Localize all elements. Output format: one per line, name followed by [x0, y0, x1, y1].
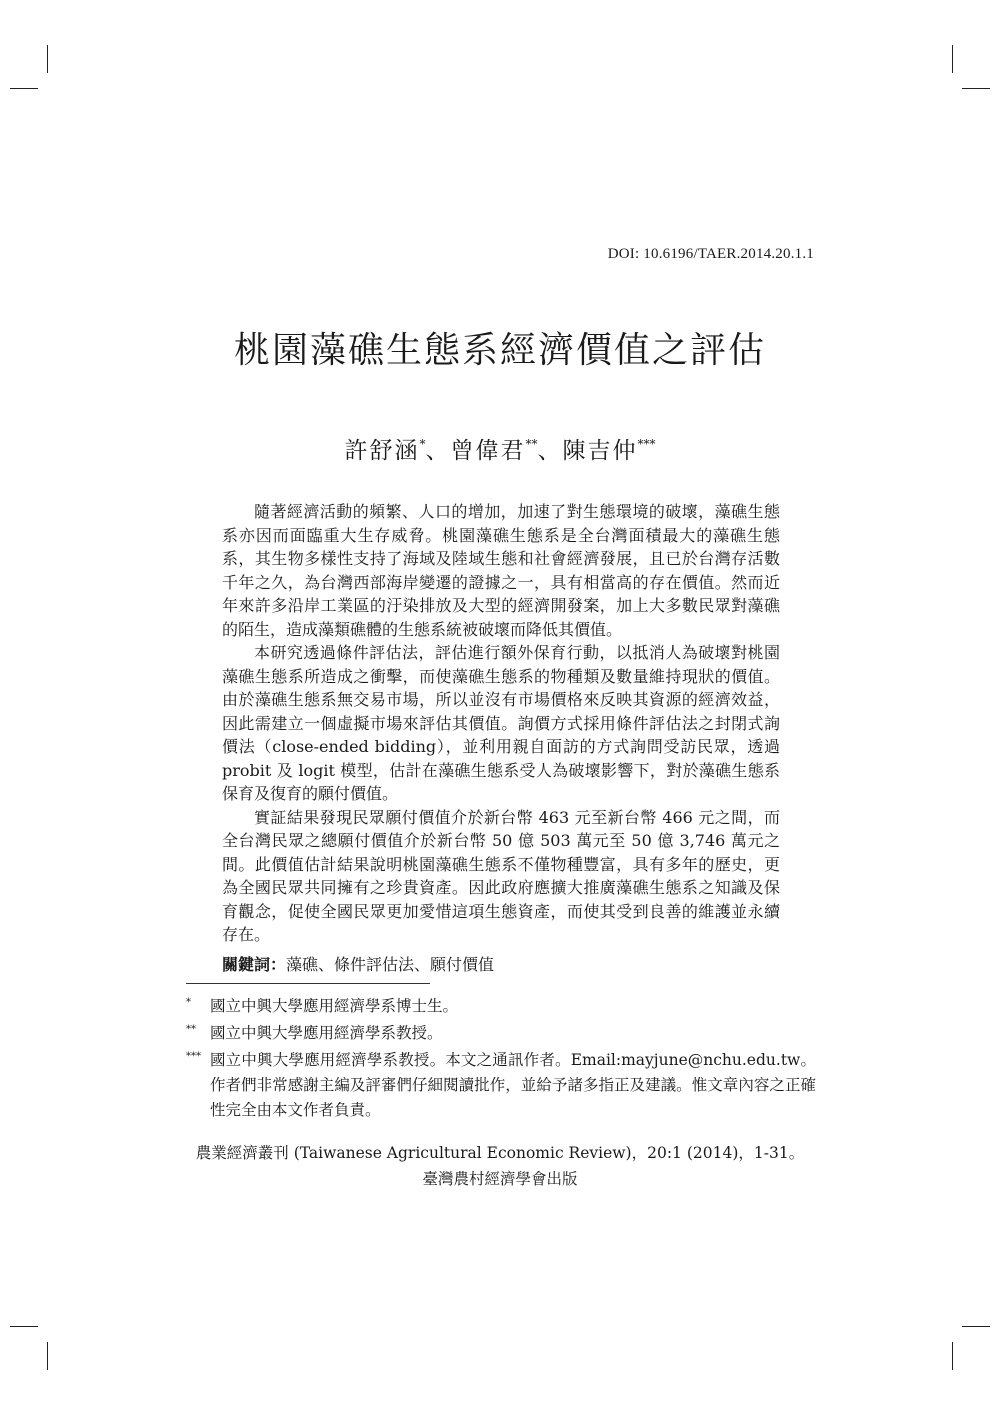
- author-mark: **: [525, 437, 538, 451]
- author-list: [0, 432, 1000, 465]
- footnotes: [186, 994, 816, 1125]
- crop-mark: [10, 1326, 38, 1327]
- crop-mark: [10, 88, 38, 89]
- journal-citation: 農業經濟叢刊 (Taiwanese Agricultural Economic Review)，20:1 (2014)，1-31。: [195, 1144, 805, 1162]
- footnote-text: 國立中興大學應用經濟學系教授。: [210, 1024, 443, 1042]
- footnote-mark: **: [186, 1024, 196, 1035]
- journal-publisher: 臺灣農村經濟學會出版: [422, 1170, 578, 1188]
- author-separator: 、: [425, 438, 451, 464]
- footnote: [186, 1048, 816, 1123]
- footnote-text: 國立中興大學應用經濟學系博士生。: [210, 997, 459, 1015]
- footnote: [186, 1021, 816, 1046]
- abstract: [222, 500, 780, 976]
- footnote-mark: ***: [186, 1051, 201, 1062]
- doi: DOI: 10.6196/TAER.2014.20.1.1: [607, 246, 814, 262]
- author-name: 許舒涵: [344, 438, 420, 464]
- abstract-paragraph: 隨著經濟活動的頻繁、人口的增加，加速了對生態環境的破壞，藻礁生態系亦因而面臨重大生存威脅。桃園藻礁生態系是全台灣面積最大的藻礁生態系，其生物多樣性支持了海域及陸域生態和社會經濟發展，且已於台灣存活數千年之久，為台灣西部海岸變遷的證據之一，具有相當高的存在價值。然而近年來許多沿岸工業區的汙染排放及大型的經濟開發案，加上大多數民眾對藻礁的陌生，造成藻類礁體的生態系統被破壞而降低其價值。: [222, 502, 780, 639]
- footnote-mark: *: [186, 997, 191, 1008]
- keywords-text: 藻礁、條件評估法、願付價值: [286, 954, 495, 974]
- author-name: 曾偉君: [450, 438, 526, 464]
- crop-mark: [47, 45, 48, 73]
- crop-mark: [47, 1342, 48, 1370]
- author-separator: 、: [537, 438, 563, 464]
- crop-mark: [952, 45, 953, 73]
- keywords: [222, 953, 780, 977]
- journal-info: [0, 1140, 1000, 1192]
- abstract-paragraph: 實証結果發現民眾願付價值介於新台幣 463 元至新台幣 466 元之間，而全台灣民眾之總願付價值介於新台幣 50 億 503 萬元至 50 億 3,746 萬元之間。此價值估計結果說明桃園藻礁生態系不僅物種豐富，具有多年的歷史，更為全國民眾共同擁有之珍貴資產。因此政府應擴大推廣藻礁生態系之知識及保育觀念，促使全國民眾更加愛惜這項生態資產，而使其受到良善的維護並永續存在。: [222, 807, 780, 944]
- author-mark: *: [419, 437, 426, 451]
- footnote-divider: [186, 983, 430, 984]
- abstract-paragraph: 本研究透過條件評估法，評估進行額外保育行動，以抵消人為破壞對桃園藻礁生態系所造成之衝擊，而使藻礁生態系的物種類及數量維持現狀的價值。由於藻礁生態系無交易市場，所以並沒有市場價格來反映其資源的經濟效益，因此需建立一個虛擬市場來評估其價值。詢價方式採用條件評估法之封閉式詢價法（close-ended bidding），並利用親自面訪的方式詢問受訪民眾，透過 probit 及 logit 模型，估計在藻礁生態系受人為破壞影響下，對於藻礁生態系保育及復育的願付價值。: [222, 643, 780, 803]
- crop-mark: [952, 1342, 953, 1370]
- footnote-text: 國立中興大學應用經濟學系教授。本文之通訊作者。Email:mayjune@nchu.edu.tw。作者們非常感謝主編及評審們仔細閱讀批作，並給予諸多指正及建議。惟文章內容之正確性完全由本文作者負責。: [210, 1051, 816, 1119]
- author-name: 陳吉仲: [562, 438, 638, 464]
- crop-mark: [962, 1326, 990, 1327]
- author-mark: ***: [637, 437, 656, 451]
- keywords-label: 關鍵詞：: [222, 954, 287, 974]
- paper-title: 桃園藻礁生態系經濟價值之評估: [233, 330, 766, 371]
- footnote: [186, 994, 816, 1019]
- crop-mark: [962, 88, 990, 89]
